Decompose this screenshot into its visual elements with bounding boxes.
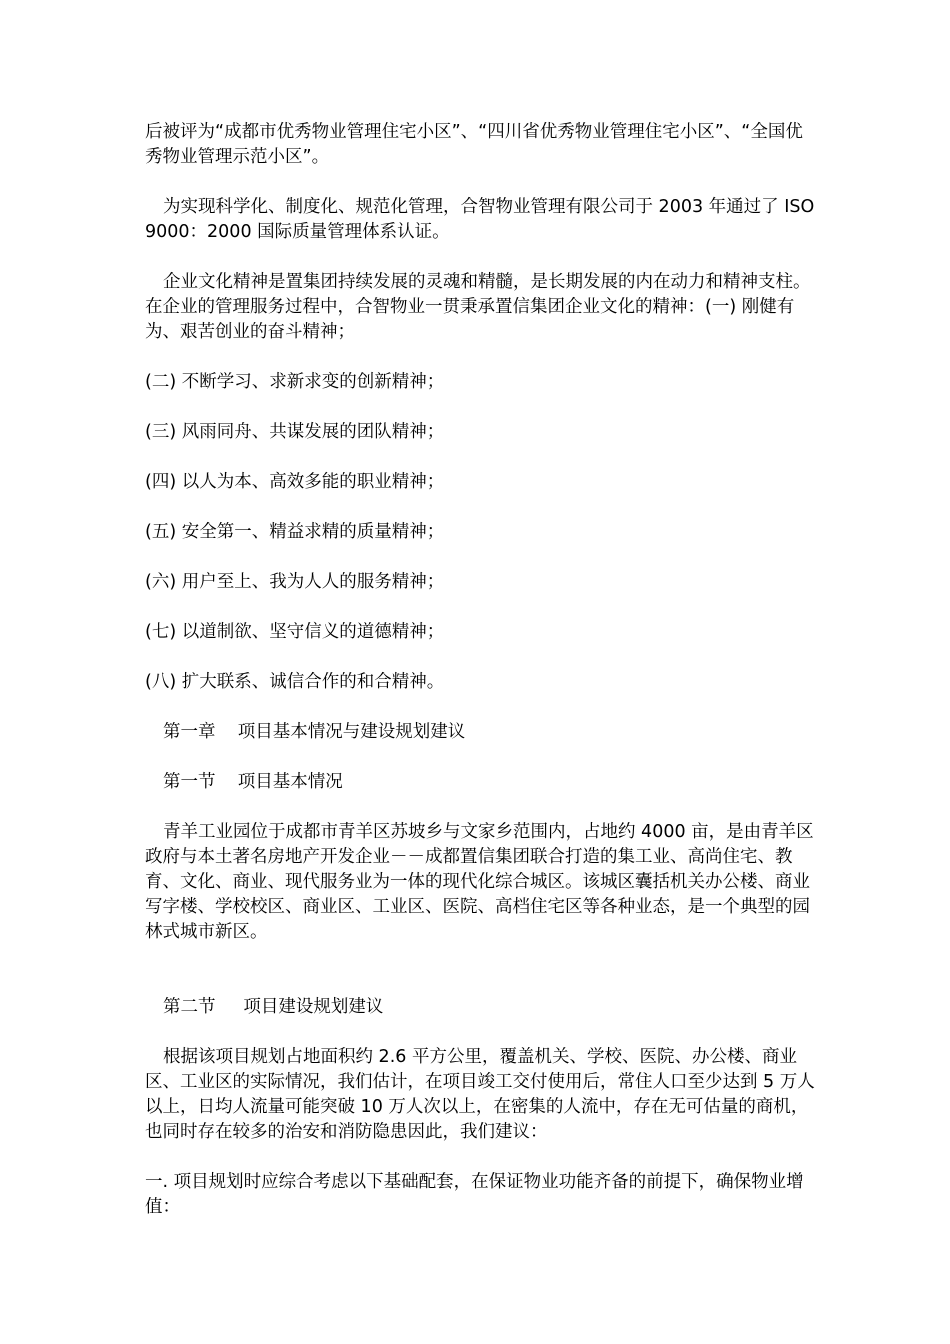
paragraph-planning-advice: 根据该项目规划占地面积约 2.6 平方公里，覆盖机关、学校、医院、办公楼、商业区、工业区的实际情况，我们估计，在项目竣工交付使用后，常住人口至少达到 5 万人以上，日均人流量可能突破 10 万人次以上，在密集的人流中，存在无可估量的商机，也同时存在较多的治安和消防隐患因此，我们建议： <box>145 1047 815 1142</box>
paragraph-awards: 后被评为“成都市优秀物业管理住宅小区”、“四川省优秀物业管理住宅小区”、“全国优秀物业管理示范小区”。 <box>145 122 803 167</box>
list-item-spirit-6: (六) 用户至上、我为人人的服务精神； <box>145 572 445 592</box>
list-item-spirit-8: (八) 扩大联系、诚信合作的和合精神。 <box>145 672 445 692</box>
section-heading-1: 第一节 项目基本情况 <box>163 772 343 792</box>
list-item-recommendation-1: 一. 项目规划时应综合考虑以下基础配套，在保证物业功能齐备的前提下，确保物业增值： <box>145 1172 804 1217</box>
paragraph-park-overview: 青羊工业园位于成都市青羊区苏坡乡与文家乡范围内，占地约 4000 亩，是由青羊区政府与本土著名房地产开发企业－－成都置信集团联合打造的集工业、高尚住宅、教育、文化、商业、现代服务业为一体的现代化综合城区。该城区囊括机关办公楼、商业写字楼、学校校区、商业区、工业区、医院、高档住宅区等各种业态，是一个典型的园林式城市新区。 <box>145 822 814 942</box>
paragraph-corporate-culture: 企业文化精神是置集团持续发展的灵魂和精髓，是长期发展的内在动力和精神支柱。在企业的管理服务过程中，合智物业一贯秉承置信集团企业文化的精神：(一) 刚健有为、艰苦创业的奋斗精神； <box>145 272 811 342</box>
list-item-spirit-3: (三) 风雨同舟、共谋发展的团队精神； <box>145 422 445 442</box>
list-item-spirit-7: (七) 以道制欲、坚守信义的道德精神； <box>145 622 445 642</box>
paragraph-iso-certification: 为实现科学化、制度化、规范化管理，合智物业管理有限公司于 2003 年通过了 ISO9000：2000 国际质量管理体系认证。 <box>145 197 815 242</box>
chapter-heading: 第一章 项目基本情况与建设规划建议 <box>163 722 466 742</box>
list-item-spirit-4: (四) 以人为本、高效多能的职业精神； <box>145 472 445 492</box>
list-item-spirit-5: (五) 安全第一、精益求精的质量精神； <box>145 522 445 542</box>
section-heading-2: 第二节 项目建设规划建议 <box>163 997 384 1017</box>
list-item-spirit-2: (二) 不断学习、求新求变的创新精神； <box>145 372 445 392</box>
